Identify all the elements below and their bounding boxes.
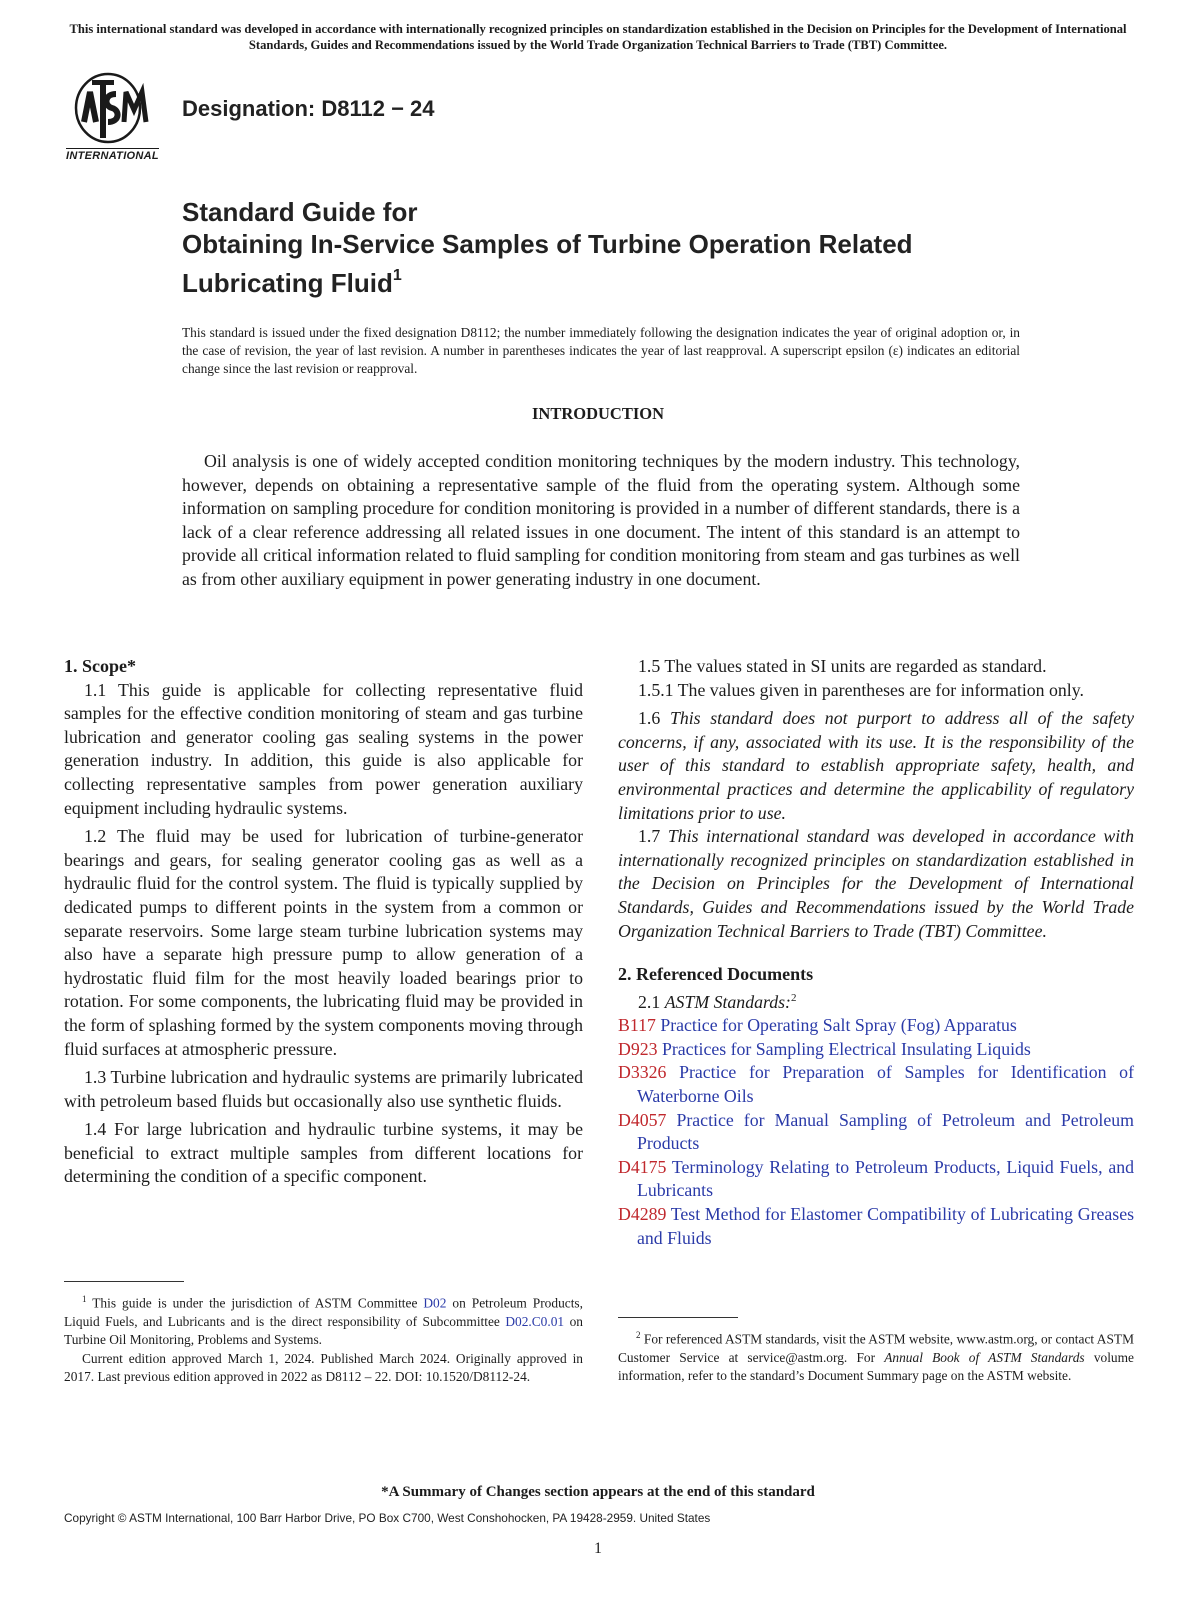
reference-item[interactable] — [618, 1203, 1134, 1250]
copyright-line: Copyright © ASTM International, 100 Barr Harbor Drive, PO Box C700, West Conshohocken, PA 19428-2959. United States — [64, 1511, 711, 1525]
paragraph-1-7-text: This international standard was developed in accordance with internationally recognized principles on standardization established in the Decision on Principles for the Development of International Standards, Guides and Recommendations issued by the World Trade Organization Technical Barriers to Trade (TBT) Committee. — [618, 826, 1134, 941]
reference-title[interactable]: Practice for Operating Salt Spray (Fog) Apparatus — [660, 1015, 1017, 1036]
footnote-1-edition: Current edition approved March 1, 2024. Published March 2024. Originally approved in 2017. Last previous edition approved in 2022 as D8112 – 22. DOI: 10.1520/D8112-24. — [64, 1350, 583, 1385]
footnote-1-mark: 1 — [82, 1294, 87, 1304]
reference-code[interactable]: D4289 — [618, 1203, 667, 1224]
paragraph-1-6-text: This standard does not purport to address all of the safety concerns, if any, associated with its use. It is the responsibility of the user of this standard to establish appropriate safety, health, and environmental practices and determine the applicability of regulatory limitations prior to use. — [618, 708, 1134, 823]
reference-code[interactable]: D923 — [618, 1038, 658, 1059]
subsection-footnote-mark: 2 — [790, 991, 797, 1004]
paragraph-1-4: 1.4 For large lubrication and hydraulic turbine systems, it may be beneficial to extract multiple samples from different locations for determining the condition of a specific component. — [64, 1119, 583, 1187]
reference-title[interactable]: Practices for Sampling Electrical Insulating Liquids — [661, 1038, 1031, 1059]
subsection-label: ASTM Standards: — [664, 991, 791, 1012]
footnote-1 — [64, 1290, 583, 1387]
title-line-3 — [182, 260, 1062, 299]
reference-title[interactable]: Test Method for Elastomer Compatibility of Lubricating Greases and Fluids — [637, 1203, 1135, 1248]
left-column — [64, 655, 583, 1189]
reference-item[interactable] — [618, 1061, 1134, 1108]
title-line-2: Obtaining In-Service Samples of Turbine Operation Related — [182, 229, 913, 259]
reference-code[interactable]: D3326 — [618, 1062, 667, 1083]
reference-title[interactable]: Practice for Preparation of Samples for Identification of Waterborne Oils — [637, 1062, 1134, 1107]
tbt-notice: This international standard was developed in accordance with internationally recognized principles on standardization established in the Decision on Principles for the Development of International Standards, Guides and Recommendations issued by the World Trade Organization Technical Barriers to Trade (TBT) Committee. — [69, 22, 1127, 52]
document-title — [182, 196, 1062, 299]
reference-code[interactable]: D4175 — [618, 1156, 667, 1177]
footnote-rule-left — [64, 1281, 184, 1282]
paragraph-1-7-number: 1.7 — [638, 826, 661, 847]
paragraph-1-5: 1.5 The values stated in SI units are regarded as standard. — [638, 656, 1047, 676]
paragraph-1-2: 1.2 The fluid may be used for lubrication of turbine-generator bearings and gears, for sealing generator cooling gas as well as a hydraulic fluid for the control system. The fluid is typically supplied by dedicated pumps to different points in the system from a common or separate reservoirs. Some large steam turbine lubrication systems may also have a separate high pressure pump to allow generation of a hydrostatic fluid film for the most heavily loaded bearings prior to rotation. For some components, the lubricating fluid may be provided in the form of splashing formed by the system components moving through fluid surfaces at atmospheric pressure. — [64, 826, 583, 1059]
reference-title[interactable]: Practice for Manual Sampling of Petroleum and Petroleum Products — [637, 1109, 1134, 1154]
footnote-2-text-a: For referenced ASTM standards, visit the ASTM website, www.astm.org, or contact ASTM Customer Service at service@astm.org. For — [618, 1331, 1134, 1365]
title-line-3-text: Lubricating Fluid — [182, 268, 393, 298]
reference-item[interactable] — [618, 1038, 1134, 1062]
footnote-rule-right — [618, 1317, 738, 1318]
issued-note: This standard is issued under the fixed designation D8112; the number immediately following the designation indicates the year of original adoption or, in the case of revision, the year of last revision. A number in parentheses indicates the year of last reapproval. A superscript epsilon (ε) indicates an editorial change since the last revision or reapproval. — [182, 325, 1020, 376]
paragraph-1-7 — [618, 825, 1134, 943]
subcommittee-link[interactable]: D02.C0.01 — [505, 1313, 565, 1329]
footnote-2-text-b: volume information, refer to the standard’s Document Summary page on the ASTM website. — [618, 1349, 1134, 1384]
paragraph-1-1: 1.1 This guide is applicable for collecting representative fluid samples for the effective condition monitoring of steam and gas turbine lubrication and generator cooling gas sealing systems in the power generation industry. In addition, this guide is also applicable for collecting representative samples from power generation auxiliary equipment including hydraulic systems. — [64, 679, 583, 818]
astm-standards-label — [618, 987, 1134, 1015]
footnote-1-text-a: This guide is under the jurisdiction of ASTM Committee — [92, 1295, 418, 1311]
paragraph-1-6-number: 1.6 — [638, 708, 661, 729]
logo-subtext: INTERNATIONAL — [66, 150, 159, 162]
right-column — [618, 655, 1134, 1250]
astm-logo — [64, 72, 170, 168]
footnote-1-jurisdiction — [64, 1290, 583, 1350]
reference-title[interactable]: Terminology Relating to Petroleum Products, Liquid Fuels, and Lubricants — [637, 1156, 1135, 1201]
designation: Designation: D8112 − 24 — [182, 96, 435, 121]
paragraph-1-3: 1.3 Turbine lubrication and hydraulic systems are primarily lubricated with petroleum based fluids but occasionally also use synthetic fluids. — [64, 1067, 583, 1111]
introduction-heading: INTRODUCTION — [531, 404, 665, 423]
referenced-heading: 2. Referenced Documents — [618, 964, 814, 985]
footnote-2-text — [618, 1326, 1134, 1386]
page-number: 1 — [594, 1540, 602, 1557]
footnote-1-text-c: on Turbine Oil Monitoring, Problems and Systems. — [64, 1313, 583, 1348]
footnote-1-text-b: on Petroleum Products, Liquid Fuels, and Lubricants and is the direct responsibility of Subcommittee — [64, 1295, 583, 1329]
reference-item[interactable] — [618, 1014, 1134, 1038]
subsection-number: 2.1 — [638, 991, 661, 1012]
title-line-1: Standard Guide for — [182, 197, 418, 227]
summary-of-changes-note: *A Summary of Changes section appears at the end of this standard — [381, 1484, 815, 1500]
committee-d02-link[interactable]: D02 — [423, 1295, 447, 1311]
introduction-body: Oil analysis is one of widely accepted condition monitoring techniques by the modern industry. This technology, however, depends on obtaining a representative sample of the fluid from the operating system. Although some information on sampling procedure for condition monitoring is provided in a number of different standards, there is a lack of a clear reference addressing all related issues in one document. The intent of this standard is an attempt to provide all critical information related to fluid sampling for condition monitoring from steam and gas turbines as well as from other auxiliary equipment in power generating industry in one document. — [182, 451, 1020, 589]
footnote-2 — [618, 1326, 1134, 1386]
reference-item[interactable] — [618, 1109, 1134, 1156]
paragraph-1-5-1: 1.5.1 The values given in parentheses are for information only. — [638, 679, 1084, 700]
reference-code[interactable]: B117 — [618, 1015, 656, 1036]
footnote-2-italic: Annual Book of ASTM Standards — [884, 1349, 1085, 1365]
title-footnote-mark: 1 — [392, 267, 402, 284]
reference-item[interactable] — [618, 1156, 1134, 1203]
scope-heading: 1. Scope* — [64, 656, 136, 676]
footnote-2-mark: 2 — [636, 1330, 641, 1340]
paragraph-1-6 — [618, 707, 1134, 825]
reference-code[interactable]: D4057 — [618, 1109, 667, 1130]
